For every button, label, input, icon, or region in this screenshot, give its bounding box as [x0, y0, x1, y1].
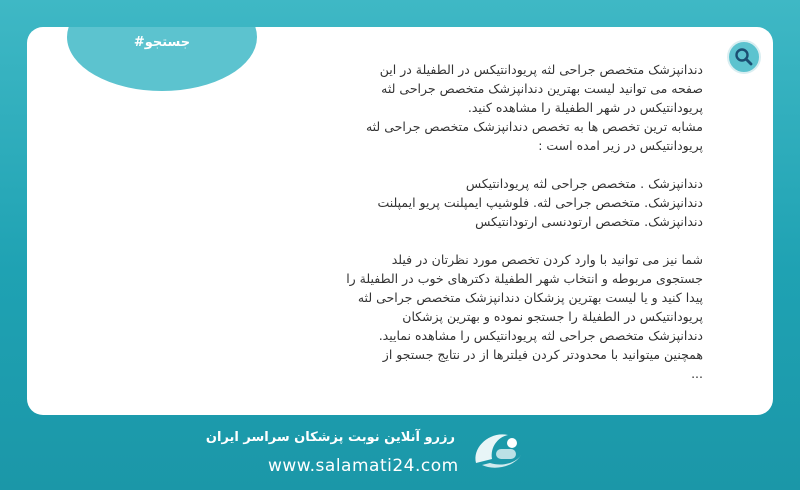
description-text: [263, 60, 703, 383]
intro-line: دندانپزشک متخصص جراحی لثه پریودانتیکس در الطفیلة در این: [379, 62, 703, 77]
search-tag-label: #جستجو: [133, 35, 191, 50]
outro-line: دندانپزشک متخصص جراحی لثه پریودانتیکس را مشاهده نمایید.: [378, 328, 703, 343]
outro-line: پیدا کنید و یا لیست بهترین پزشکان دندانپزشک متخصص جراحی لثه: [357, 290, 703, 305]
search-button[interactable]: [727, 40, 761, 74]
footer-slogan: رزرو آنلاین نوبت پزشکان سراسر ایران: [205, 430, 455, 445]
salamati-logo-icon: [468, 425, 528, 475]
footer-url[interactable]: www.salamati24.com: [268, 456, 459, 476]
outro-line: همچنین میتوانید با محدودتر کردن فیلترها از در نتایج جستجو از: [382, 347, 703, 362]
similar-specialty[interactable]: دندانپزشک . متخصص جراحی لثه پریودانتیکس: [465, 176, 703, 191]
content-card: [27, 27, 773, 415]
outro-line: شما نیز می توانید با وارد کردن تخصص مورد نظرتان در فیلد: [391, 252, 703, 267]
outro-ellipsis: ...: [691, 366, 703, 381]
outro-line: پریودانتیکس در الطفیلة را جستجو نموده و بهترین پزشکان: [402, 309, 703, 324]
intro-line: صفحه می توانید لیست بهترین دندانپزشک متخصص جراحی لثه: [381, 81, 703, 96]
similar-specialty[interactable]: دندانپزشک. متخصص ارتودنسی ارتودانتیکس: [475, 214, 703, 229]
outro-line: جستجوی مربوطه و انتخاب شهر الطفیلة دکترهای خوب در الطفیلة را: [346, 271, 703, 286]
similar-specialty[interactable]: دندانپزشک. متخصص جراحی لثه. فلوشیپ ایمپلنت پریو ایمپلنت: [377, 195, 703, 210]
intro-line: پریودانتیکس در شهر الطفیلة را مشاهده کنید.: [467, 100, 703, 115]
intro-line: مشابه ترین تخصص ها به تخصص دندانپزشک متخصص جراحی لثه: [365, 119, 703, 134]
intro-line: پریودانتیکس در زیر امده است :: [538, 138, 703, 153]
search-icon: [734, 47, 754, 67]
search-tag[interactable]: [67, 27, 257, 91]
